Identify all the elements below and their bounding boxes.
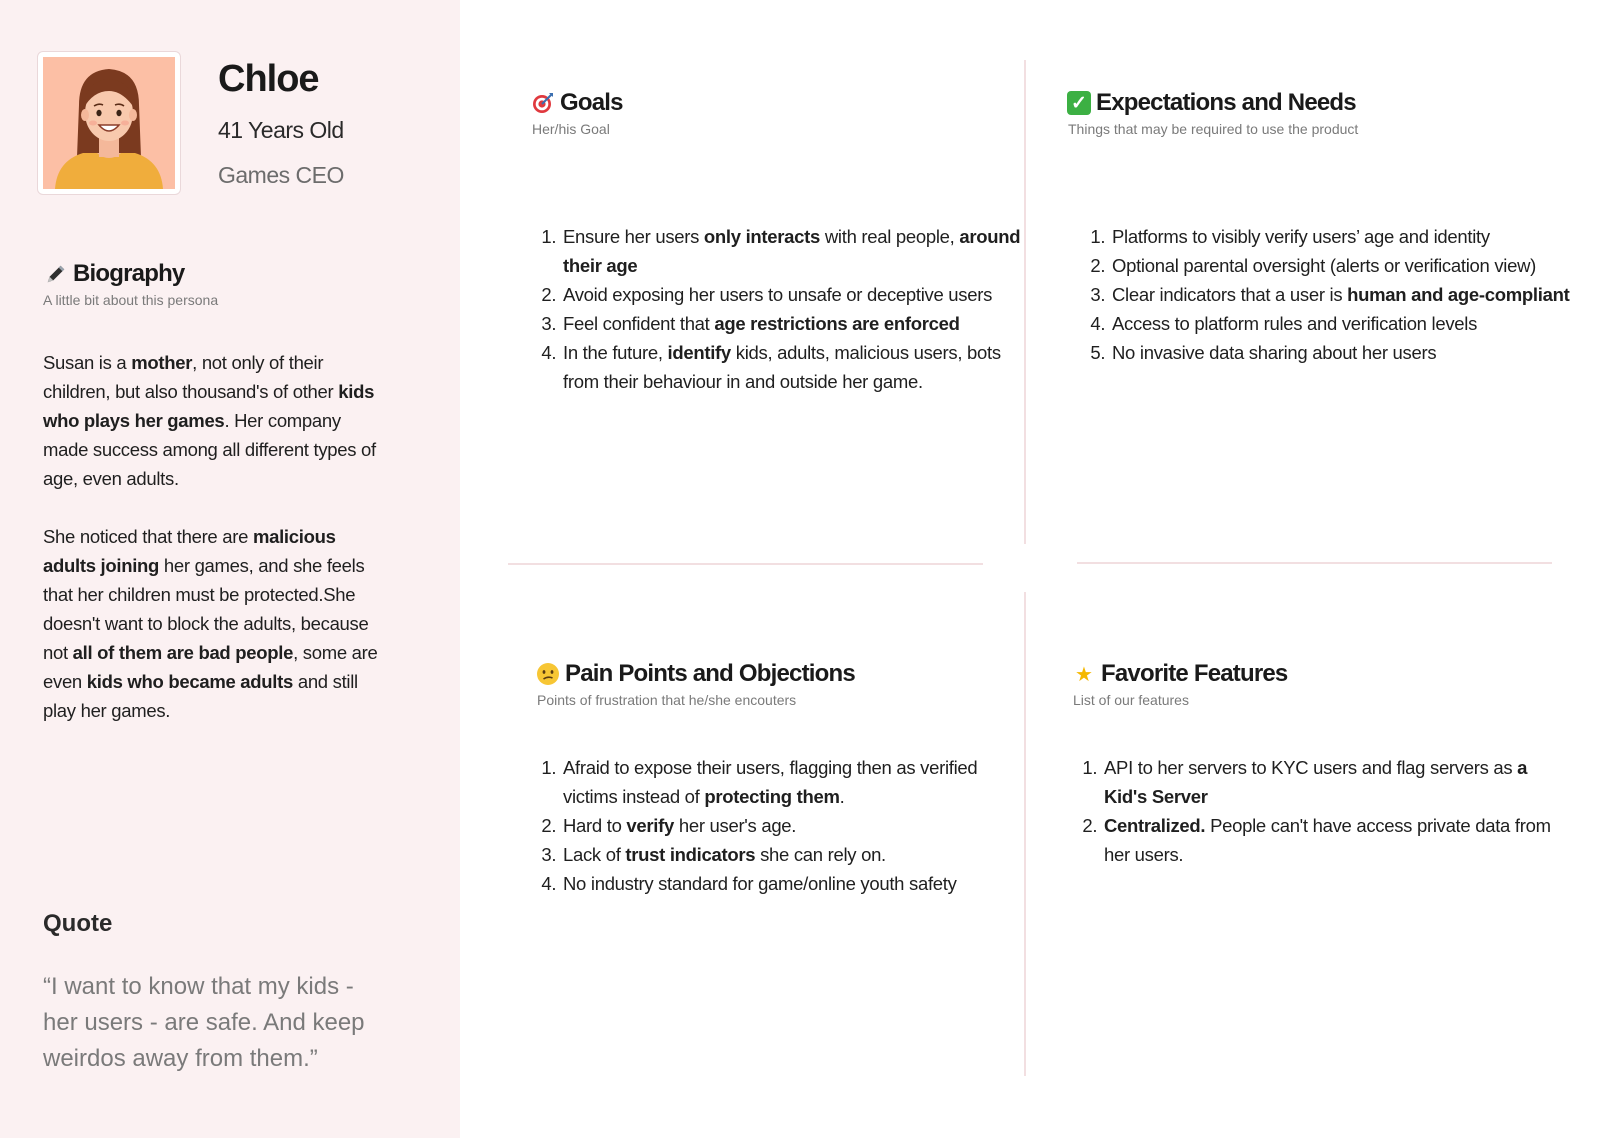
text-run: Access to platform rules and verification levels bbox=[1112, 313, 1478, 334]
star-icon: ★ bbox=[1075, 663, 1093, 686]
check-icon-wrap bbox=[1066, 90, 1092, 116]
text-run: Hard to bbox=[563, 815, 627, 836]
bold-text: mother bbox=[131, 352, 193, 373]
text-run: . Her company made success among all different types of age, even adults. bbox=[43, 410, 376, 489]
text-run: Feel confident that bbox=[563, 313, 715, 334]
text-run: No industry standard for game/online youth safety bbox=[563, 873, 957, 894]
goals-subtitle: Her/his Goal bbox=[532, 121, 610, 137]
persona-sidebar bbox=[0, 0, 460, 1138]
text-run: Platforms to visibly verify users’ age and identity bbox=[1112, 226, 1490, 247]
list-item bbox=[561, 280, 1041, 309]
text-run: , not only of their children, but also thousand's of other bbox=[43, 352, 339, 402]
features-title: Favorite Features bbox=[1101, 660, 1288, 687]
bold-text: verify bbox=[626, 815, 674, 836]
text-run: In the future, bbox=[563, 342, 668, 363]
text-run: Lack of bbox=[563, 844, 626, 865]
text-run: Susan is a bbox=[43, 352, 132, 373]
persona-name: Chloe bbox=[218, 58, 319, 100]
goals-title: Goals bbox=[560, 89, 623, 116]
list-item bbox=[1110, 309, 1590, 338]
list-item bbox=[1110, 222, 1590, 251]
text-run: Ensure her users bbox=[563, 226, 704, 247]
list-item bbox=[1110, 251, 1590, 280]
list-item bbox=[1102, 811, 1562, 869]
persona-role: Games CEO bbox=[218, 162, 344, 188]
text-run: API to her servers to KYC users and flag servers as bbox=[1104, 757, 1518, 778]
list-item bbox=[561, 811, 1031, 840]
text-run: Optional parental oversight (alerts or verification view) bbox=[1112, 255, 1537, 276]
text-run: , some are even bbox=[43, 642, 378, 692]
horizontal-divider-right bbox=[1077, 562, 1552, 564]
horizontal-divider-left bbox=[508, 563, 983, 565]
text-run: No invasive data sharing about her users bbox=[1112, 342, 1437, 363]
bold-text: a Kid's Server bbox=[1104, 757, 1528, 807]
list-item bbox=[561, 840, 1031, 869]
quote-text: “I want to know that my kids - her users - are safe. And keep weirdos away from them.” bbox=[43, 973, 365, 1072]
text-run: She noticed that there are bbox=[43, 526, 253, 547]
goals-list bbox=[533, 222, 1041, 396]
text-run: her games, and she feels that her children must be protected.She doesn't want to block the adults, because not bbox=[43, 555, 369, 663]
expectations-list bbox=[1082, 222, 1590, 367]
biography-title: Biography bbox=[73, 260, 185, 287]
bold-text: identify bbox=[667, 342, 731, 363]
list-item bbox=[561, 309, 1041, 338]
biography-heading bbox=[43, 260, 184, 288]
bold-text: trust indicators bbox=[625, 844, 756, 865]
biography-subtitle: A little bit about this persona bbox=[43, 292, 219, 308]
pain-points-heading bbox=[535, 660, 855, 688]
expectations-heading bbox=[1066, 89, 1356, 117]
features-subtitle: List of our features bbox=[1073, 692, 1189, 708]
features-heading bbox=[1071, 660, 1287, 688]
bold-text: kids who plays her games bbox=[43, 381, 375, 431]
list-item bbox=[1110, 280, 1590, 309]
biography-paragraph bbox=[43, 348, 388, 493]
list-item bbox=[561, 869, 1031, 898]
pain-points-subtitle: Points of frustration that he/she encouters bbox=[537, 692, 797, 708]
text-run: . bbox=[839, 786, 845, 807]
list-item bbox=[1102, 753, 1562, 811]
bold-text: only interacts bbox=[703, 226, 821, 247]
check-icon: ✓ bbox=[1067, 91, 1091, 115]
expectations-title: Expectations and Needs bbox=[1096, 89, 1356, 116]
pain-points-list bbox=[533, 753, 1031, 898]
bold-text: Centralized. bbox=[1104, 815, 1206, 836]
avatar-illustration bbox=[43, 57, 175, 189]
pencil-icon bbox=[43, 261, 69, 287]
bold-text: all of them are bad people bbox=[72, 642, 294, 663]
text-run: and still play her games. bbox=[43, 671, 358, 721]
expectations-subtitle: Things that may be required to use the product bbox=[1068, 121, 1359, 137]
list-item bbox=[561, 753, 1031, 811]
biography-text bbox=[43, 348, 388, 754]
persona-age: 41 Years Old bbox=[218, 117, 344, 143]
target-icon bbox=[530, 90, 556, 116]
text-run: kids, adults, malicious users, bots from their behaviour in and outside her game. bbox=[563, 342, 1001, 392]
text-run: Clear indicators that a user is bbox=[1112, 284, 1348, 305]
bold-text: protecting them bbox=[704, 786, 840, 807]
bold-text: malicious adults joining bbox=[43, 526, 336, 576]
text-run: with real people, bbox=[820, 226, 960, 247]
bold-text: age restrictions are enforced bbox=[714, 313, 960, 334]
confused-face-icon bbox=[535, 661, 561, 687]
text-run: Avoid exposing her users to unsafe or deceptive users bbox=[563, 284, 993, 305]
bold-text: human and age-compliant bbox=[1347, 284, 1570, 305]
text-run: Afraid to expose their users, flagging then as verified victims instead of bbox=[563, 757, 978, 807]
text-run: she can rely on. bbox=[755, 844, 886, 865]
pain-points-title: Pain Points and Objections bbox=[565, 660, 855, 687]
features-list bbox=[1074, 753, 1562, 869]
quote-title: Quote bbox=[43, 910, 113, 937]
bold-text: kids who became adults bbox=[86, 671, 293, 692]
text-run: her user's age. bbox=[674, 815, 797, 836]
text-run: People can't have access private data from her users. bbox=[1104, 815, 1551, 865]
list-item bbox=[1110, 338, 1590, 367]
bold-text: around their age bbox=[563, 226, 1021, 276]
list-item bbox=[561, 222, 1041, 280]
list-item bbox=[561, 338, 1041, 396]
biography-paragraph bbox=[43, 522, 388, 725]
goals-heading bbox=[530, 89, 623, 117]
avatar bbox=[37, 51, 181, 195]
